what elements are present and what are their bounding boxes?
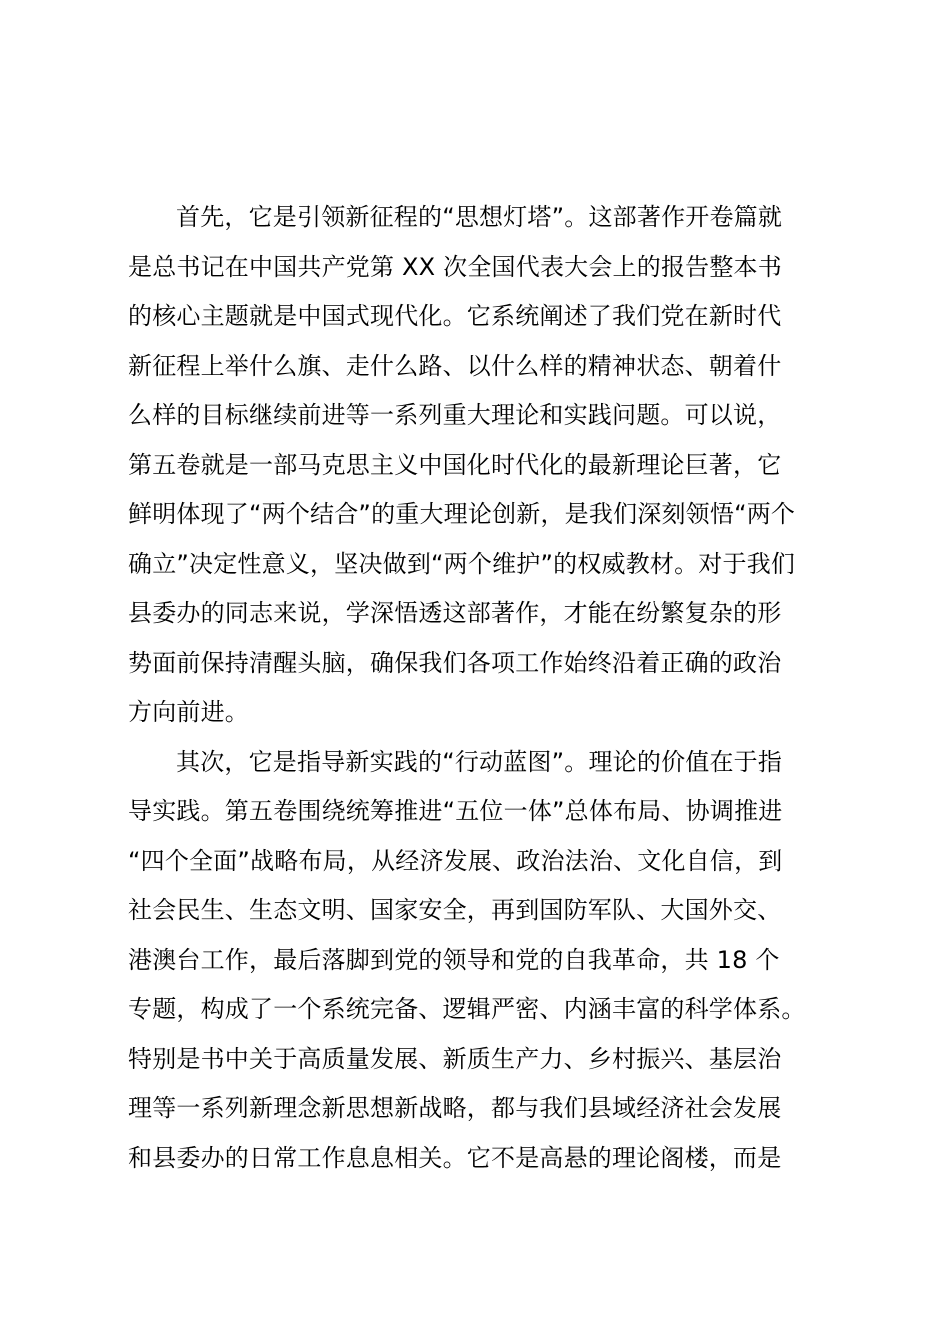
paragraph-first-lighthouse: [128, 193, 828, 738]
text-line: 其次，它是指导新实践的“行动蓝图”。理论的价值在于指: [176, 747, 783, 776]
text-line: 专题，构成了一个系统完备、逻辑严密、内涵丰富的科学体系。: [128, 995, 806, 1023]
text-line: 和县委办的日常工作息息相关。它不是高悬的理论阁楼，而是: [128, 1143, 782, 1172]
text-line: 方向前进。: [128, 698, 249, 726]
text-line: 社会民生、生态文明、国家安全，再到国防军队、大国外交、: [128, 896, 782, 924]
text-line: 么样的目标继续前进等一系列重大理论和实践问题。可以说，: [128, 401, 782, 429]
text-line: 理等一系列新理念新思想新战略，都与我们县域经济社会发展: [128, 1094, 782, 1122]
text-line: 第五卷就是一部马克思主义中国化时代化的最新理论巨著，它: [128, 450, 782, 479]
text-line: 港澳台工作，最后落脚到党的领导和党的自我革命，共 18 个: [128, 945, 780, 974]
text-line: 势面前保持清醒头脑，确保我们各项工作始终沿着正确的政治: [128, 648, 782, 677]
text-line: 的核心主题就是中国式现代化。它系统阐述了我们党在新时代: [128, 302, 782, 330]
text-line: 导实践。第五卷围绕统筹推进“五位一体”总体布局、协调推进: [128, 797, 783, 825]
text-line: 特别是书中关于高质量发展、新质生产力、乡村振兴、基层治: [128, 1044, 782, 1073]
text-line: 是总书记在中国共产党第 XX 次全国代表大会上的报告整本书: [128, 252, 782, 281]
text-line: 新征程上举什么旗、走什么路、以什么样的精神状态、朝着什: [128, 351, 782, 380]
text-line: 鲜明体现了“两个结合”的重大理论创新，是我们深刻领悟“两个: [128, 500, 796, 528]
paragraph-second-blueprint: [128, 738, 828, 1184]
body-text: [128, 193, 828, 1183]
text-line: 确立”决定性意义，坚决做到“两个维护”的权威教材。对于我们: [128, 549, 796, 578]
text-line: “四个全面”战略布局，从经济发展、政治法治、文化自信，到: [128, 846, 783, 875]
text-line: 首先，它是引领新征程的“思想灯塔”。这部著作开卷篇就: [176, 203, 783, 231]
text-line: 县委办的同志来说，学深悟透这部著作，才能在纷繁复杂的形: [128, 599, 782, 627]
